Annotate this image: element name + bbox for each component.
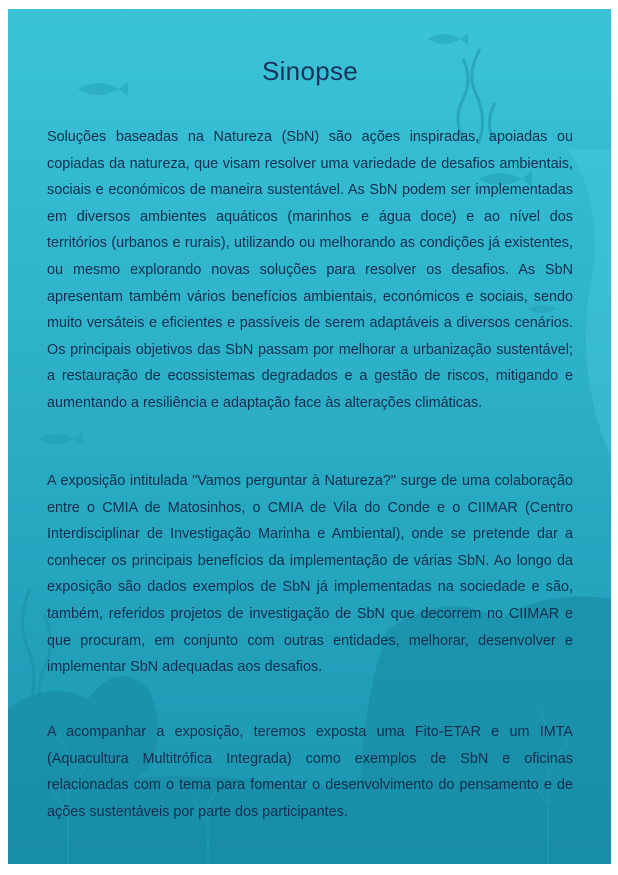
paragraph-exhibition: A exposição intitulada "Vamos perguntar à Natureza?" surge de uma colaboração entre o CMIA de Matosinhos, o CMIA de Vila do Conde e o CIIMAR (Centro Interdisciplinar de Investigação Marinha e Ambiental), onde se pretende dar a conhecer os principais benefícios da implementação de várias SbN. Ao longo da exposição são dados exemplos de SbN já implementadas na sociedade e são, também, referidos projetos de investigação de SbN que decorrem no CIIMAR e que procuram, em conjunto com outras entidades, melhorar, desenvolver e implementar SbN adequadas aos desafios. bbox=[47, 473, 573, 676]
paragraph-activities: A acompanhar a exposição, teremos exposta uma Fito-ETAR e um IMTA (Aquacultura Multitrófica Integrada) como exemplos de SbN e oficinas relacionadas com o tema para fomentar o desenvolvimento do pensamento e de ações sustentáveis por parte dos participantes. bbox=[47, 724, 573, 820]
paragraph-intro: Soluções baseadas na Natureza (SbN) são ações inspiradas, apoiadas ou copiadas da natureza, que visam resolver uma variedade de desafios ambientais, sociais e económicos de maneira sustentável. As SbN podem ser implementadas em diversos ambientes aquáticos (marinhos e água doce) e ao nível dos territórios (urbanos e rurais), utilizando ou melhorando as condições já existentes, ou mesmo explorando novas soluções para resolver os desafios. As SbN apresentam também vários benefícios ambientais, económicos e sociais, sendo muito versáteis e eficientes e passíveis de serem adaptáveis a diversos cenários. Os principais objetivos das SbN passam por melhorar a urbanização sustentável; a restauração de ecossistemas degradados e a gestão de riscos, mitigando e aumentando a resiliência e adaptação face às alterações climáticas. bbox=[47, 129, 573, 411]
page-title: Sinopse bbox=[261, 56, 359, 86]
poster bbox=[8, 9, 611, 864]
